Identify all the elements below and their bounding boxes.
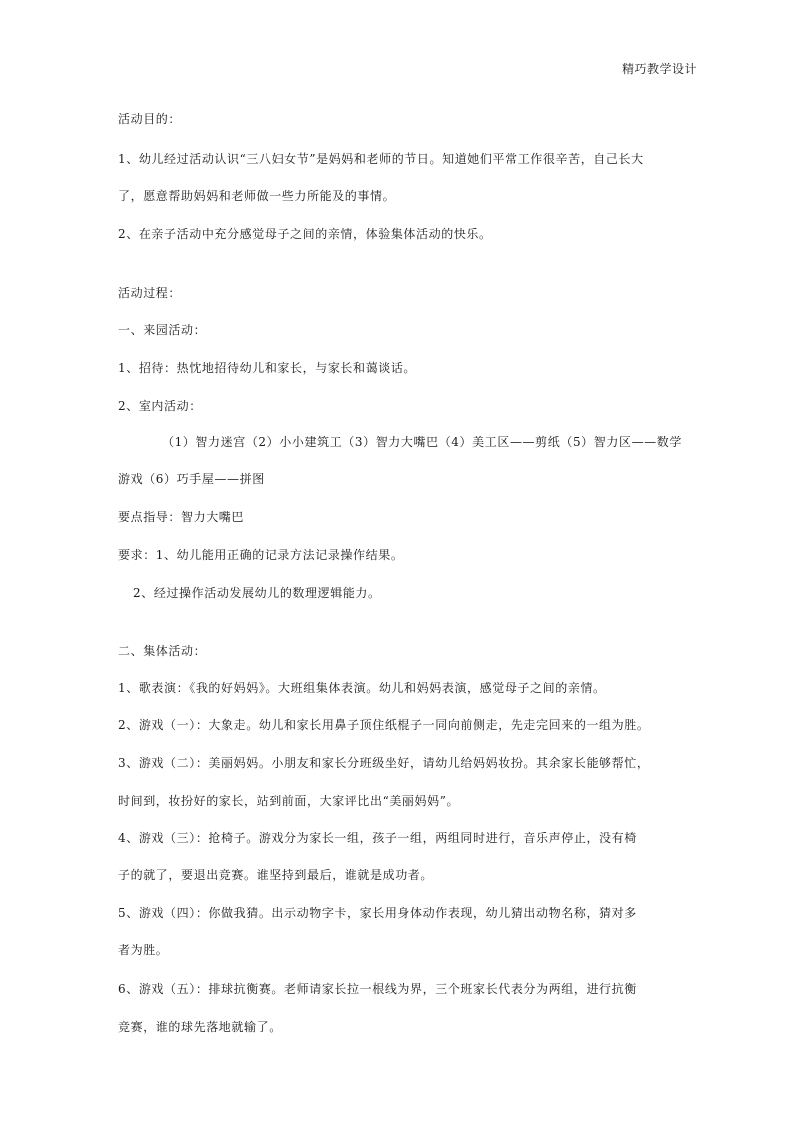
subsection-heading: 一、来园活动： <box>118 323 207 337</box>
paragraph-line: 子的就了，要退出竞赛。谁坚持到最后，谁就是成功者。 <box>118 868 434 882</box>
paragraph-line: 游戏（6）巧手屋——拼图 <box>118 472 265 486</box>
paragraph-line: 4、游戏（三）：抢椅子。游戏分为家长一组，孩子一组，两组同时进行，音乐声停止，没有椅 <box>118 831 637 845</box>
paragraph-line: 1、幼儿经过活动认识“三八妇女节”是妈妈和老师的节日。知道她们平常工作很辛苦，自己长大 <box>118 152 644 166</box>
paragraph-line: 要点指导：智力大嘴巴 <box>118 510 245 524</box>
page-header: 精巧教学设计 <box>621 62 697 76</box>
subsection-heading: 二、集体活动： <box>118 644 207 658</box>
paragraph-line: 3、游戏（二）：美丽妈妈。小朋友和家长分班级坐好，请幼儿给妈妈妆扮。其余家长能够帮忙， <box>118 756 650 770</box>
paragraph-line: 5、游戏（四）：你做我猜。出示动物字卡，家长用身体动作表现，幼儿猜出动物名称，猜对多 <box>118 906 637 920</box>
paragraph-line: （1）智力迷宫（2）小小建筑工（3）智力大嘴巴（4）美工区——剪纸（5）智力区——数学 <box>162 435 682 449</box>
paragraph-line: 6、游戏（五）：排球抗衡赛。老师请家长拉一根线为界，三个班家长代表分为两组，进行抗衡 <box>118 982 637 996</box>
paragraph-line: 1、歌表演：《我的好妈妈》。大班组集体表演。幼儿和妈妈表演，感觉母子之间的亲情。 <box>118 681 606 695</box>
paragraph-line: 2、室内活动： <box>118 399 202 413</box>
section-heading-purpose: 活动目的： <box>118 112 182 126</box>
paragraph-line: 1、招待：热忱地招待幼儿和家长，与家长和蔼谈话。 <box>118 361 417 375</box>
paragraph-line: 要求：1、幼儿能用正确的记录方法记录操作结果。 <box>118 548 404 562</box>
paragraph-line: 了，愿意帮助妈妈和老师做一些力所能及的事情。 <box>118 189 396 203</box>
section-heading-process: 活动过程： <box>118 286 182 300</box>
paragraph-line: 2、游戏（一）：大象走。幼儿和家长用鼻子顶住纸棍子一同向前侧走，先走完回来的一组为胜。 <box>118 718 650 732</box>
paragraph-line: 竞赛，谁的球先落地就输了。 <box>118 1020 282 1034</box>
paragraph-line: 2、在亲子活动中充分感觉母子之间的亲情，体验集体活动的快乐。 <box>118 227 492 241</box>
paragraph-line: 2、经过操作活动发展幼儿的数理逻辑能力。 <box>133 586 381 600</box>
paragraph-line: 时间到，妆扮好的家长，站到前面，大家评比出“美丽妈妈”。 <box>118 794 460 808</box>
paragraph-line: 者为胜。 <box>118 943 169 957</box>
